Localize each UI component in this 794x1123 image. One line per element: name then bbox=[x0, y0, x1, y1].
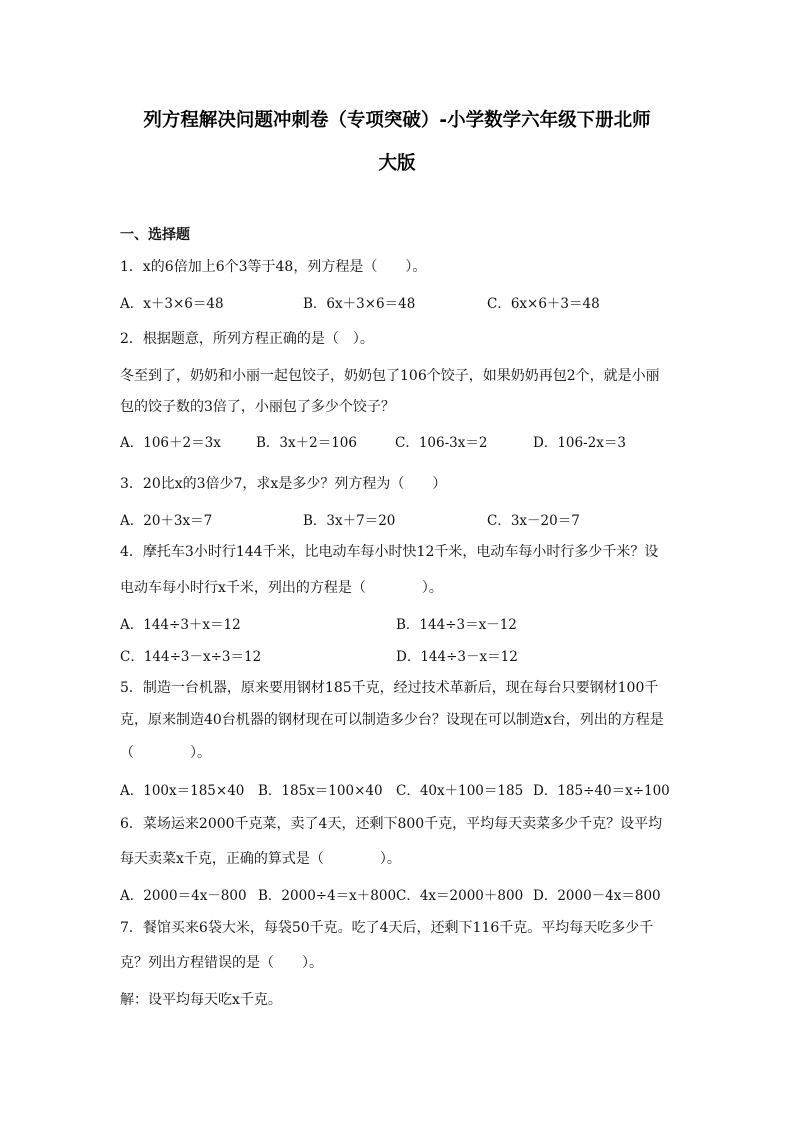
question-7-stem-line-1: 7．餐馆买来6袋大米，每袋50千克。吃了4天后，还剩下116千克。平均每天吃多少千 bbox=[120, 920, 654, 936]
question-4-option-d: D．144÷3－x＝12 bbox=[396, 649, 518, 665]
question-3-stem: 3．20比x的3倍少7，求x是多少？列方程为（ ） bbox=[120, 476, 447, 492]
question-5-option-a: A．100x＝185×40 bbox=[120, 783, 245, 799]
page-title-line-1: 列方程解决问题冲刺卷（专项突破）-小学数学六年级下册北师 bbox=[143, 110, 651, 131]
question-5-stem-line-1: 5．制造一台机器，原来要用钢材185千克，经过技术革新后，现在每台只要钢材100千 bbox=[120, 680, 659, 696]
section-heading: 一、选择题 bbox=[120, 227, 190, 243]
question-6-stem-line-1: 6．菜场运来2000千克菜，卖了4天，还剩下800千克，平均每天卖菜多少千克？设平均 bbox=[120, 816, 663, 832]
question-4-option-c: C．144÷3－x÷3＝12 bbox=[120, 649, 262, 665]
question-1-option-a: A．x＋3×6＝48 bbox=[120, 296, 224, 312]
question-2-context-line-1: 冬至到了，奶奶和小丽一起包饺子，奶奶包了106个饺子，如果奶奶再包2个，就是小丽 bbox=[120, 368, 660, 384]
question-3-option-b: B．3x＋7＝20 bbox=[303, 513, 396, 529]
question-4-stem-line-2: 电动车每小时行x千米，列出的方程是（ ）。 bbox=[120, 580, 443, 596]
question-5-option-b: B．185x＝100×40 bbox=[258, 783, 383, 799]
question-6-option-c: C．4x＝2000＋800 bbox=[396, 888, 524, 904]
question-1-option-c: C．6x×6＋3＝48 bbox=[487, 296, 600, 312]
question-5-option-c: C．40x＋100＝185 bbox=[396, 783, 524, 799]
question-6-option-d: D．2000－4x＝800 bbox=[533, 888, 661, 904]
question-2-stem: 2．根据题意，所列方程正确的是（ ）。 bbox=[120, 331, 374, 347]
page-title-line-2: 大版 bbox=[378, 153, 416, 174]
question-5-option-d: D．185÷40＝x÷100 bbox=[533, 783, 670, 799]
question-2-option-a: A．106＋2＝3x bbox=[120, 435, 221, 451]
question-6-stem-line-2: 每天卖菜x千克，正确的算式是（ ）。 bbox=[120, 851, 401, 867]
question-5-stem-line-2: 克，原来制造40台机器的钢材现在可以制造多少台？设现在可以制造x台，列出的方程是 bbox=[120, 712, 664, 728]
question-3-option-a: A．20＋3x＝7 bbox=[120, 513, 213, 529]
question-4-option-b: B．144÷3＝x－12 bbox=[396, 617, 517, 633]
question-2-option-d: D．106-2x＝3 bbox=[533, 435, 626, 451]
question-2-option-c: C．106-3x＝2 bbox=[395, 435, 488, 451]
question-1-option-b: B．6x＋3×6＝48 bbox=[303, 296, 416, 312]
question-1-stem: 1．x的6倍加上6个3等于48，列方程是（ ）。 bbox=[120, 259, 427, 275]
question-6-option-b: B．2000÷4＝x＋800 bbox=[258, 888, 397, 904]
question-2-option-b: B．3x＋2＝106 bbox=[256, 435, 357, 451]
question-4-stem-line-1: 4．摩托车3小时行144千米，比电动车每小时快12千米，电动车每小时行多少千米？设 bbox=[120, 544, 659, 560]
question-7-stem-line-2: 克？列出方程错误的是（ ）。 bbox=[120, 955, 323, 971]
question-4-option-a: A．144÷3＋x＝12 bbox=[120, 617, 241, 633]
question-2-context-line-2: 包的饺子数的3倍了，小丽包了多少个饺子？ bbox=[120, 399, 395, 415]
question-6-option-a: A．2000＝4x－800 bbox=[120, 888, 247, 904]
question-3-option-c: C．3x－20＝7 bbox=[487, 513, 580, 529]
question-5-stem-line-3: （ ）。 bbox=[120, 745, 211, 761]
question-7-solution-setup: 解：设平均每天吃x千克。 bbox=[120, 992, 282, 1008]
